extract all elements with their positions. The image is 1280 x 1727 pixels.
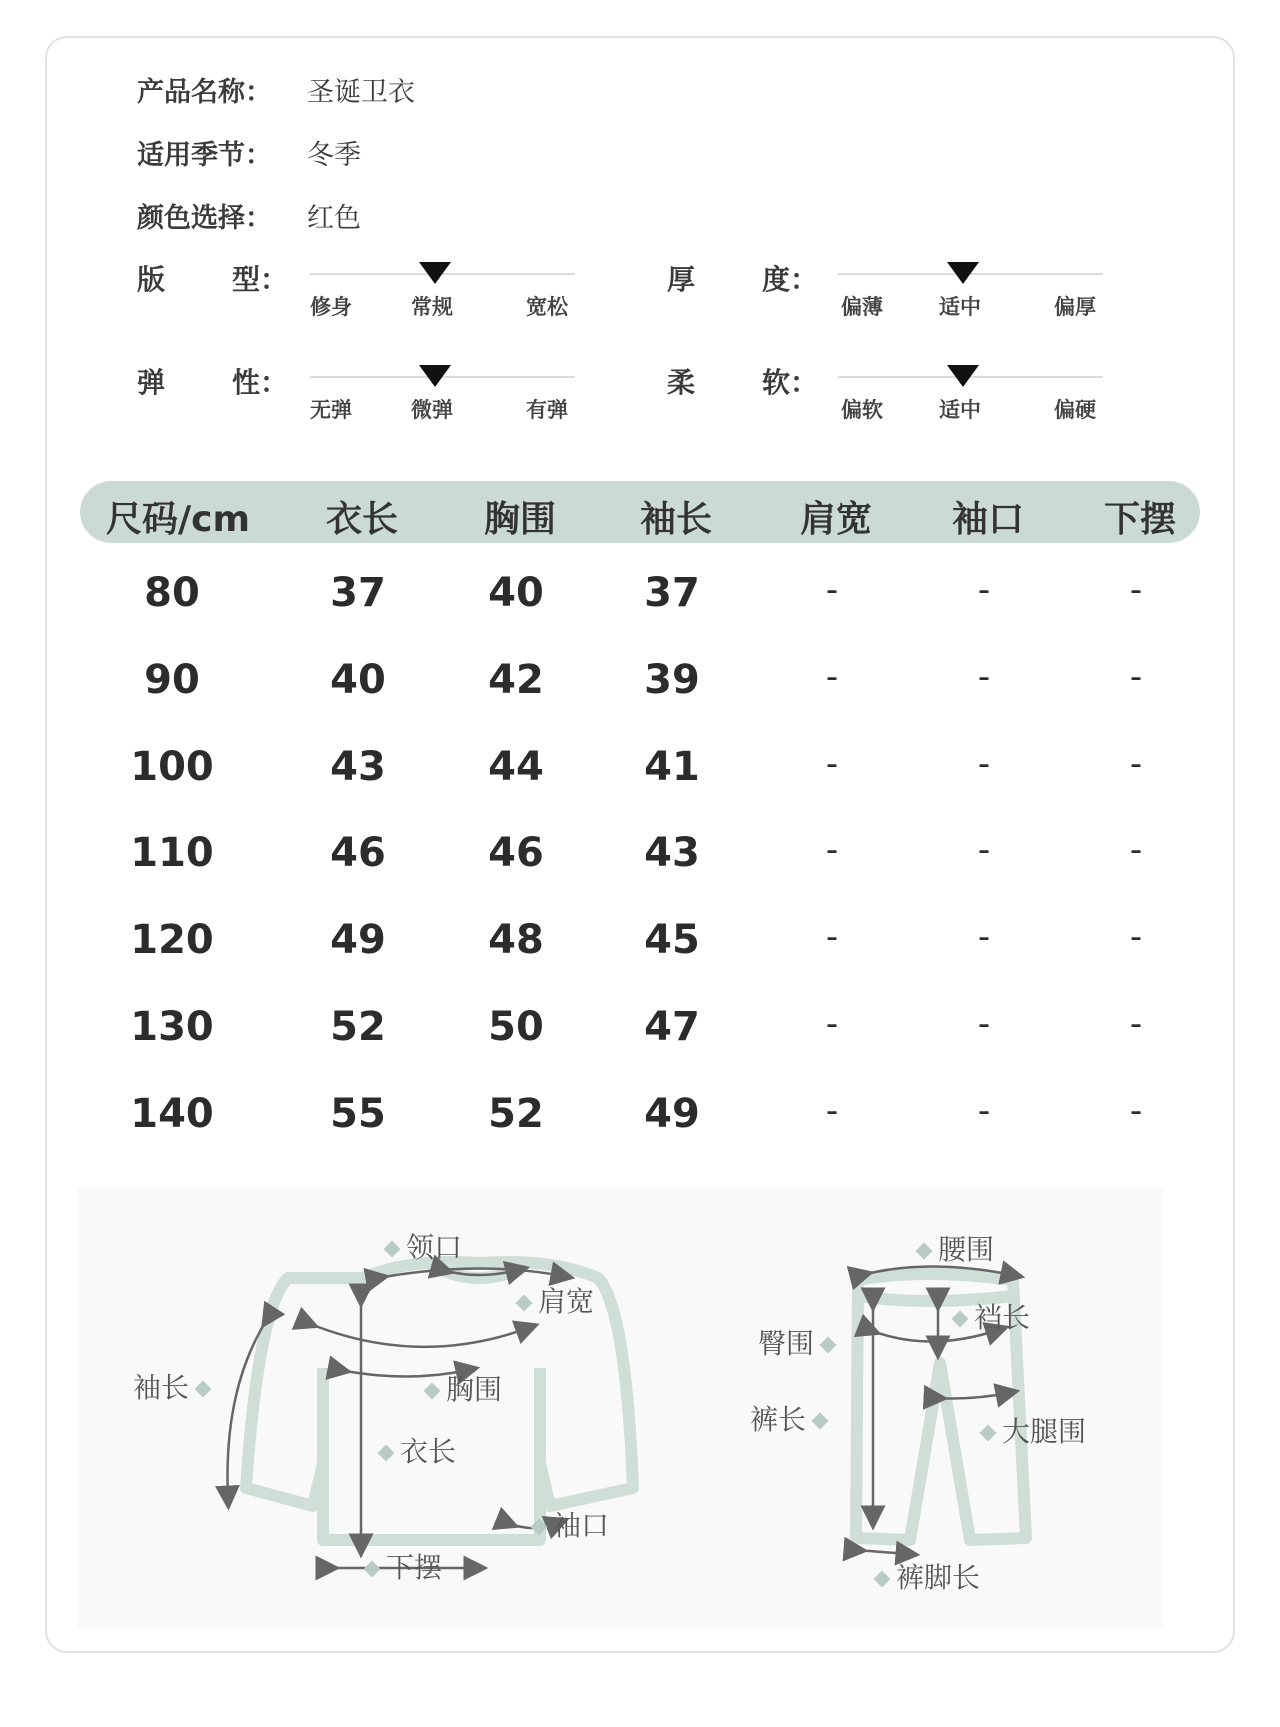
hip-label [758,1322,842,1362]
size-table-cell: 40 [488,570,544,616]
thickness-option: 偏薄 [841,295,883,319]
pants-length-label [750,1398,834,1438]
diamond-icon [195,1381,212,1398]
size-table-cell: 52 [488,1091,544,1137]
size-table-cell: - [977,917,991,957]
elasticity-option: 无弹 [310,398,352,422]
leg-opening-text: 裤脚长 [896,1561,981,1594]
size-table-cell: 55 [330,1091,386,1137]
size-table-cell: 37 [330,570,386,616]
softness-option: 适中 [939,398,981,422]
sleeve-label [133,1366,217,1406]
hem-text: 下摆 [386,1551,443,1584]
fit-option: 常规 [411,295,453,319]
size-table-cell: 45 [644,917,700,963]
size-table-cell: 49 [330,917,386,963]
fit-marker-icon [419,262,451,284]
size-row-label: 110 [130,830,214,876]
size-table-cell: 52 [330,1004,386,1050]
thigh-text: 大腿围 [1002,1415,1087,1448]
size-table-header-cell: 下摆 [1103,499,1177,540]
size-table-cell: - [825,1004,839,1044]
size-table-cell: - [825,744,839,784]
size-table-cell: 39 [644,657,700,703]
cuff-text: 袖口 [553,1509,610,1542]
diamond-icon [874,1571,891,1588]
size-table-cell: - [977,1091,991,1131]
waist-label [910,1228,994,1268]
size-row-label: 100 [130,744,214,790]
size-table-header-cell: 肩宽 [799,499,873,540]
season-label: 适用季节： [137,140,272,171]
collar-text: 领口 [406,1231,463,1264]
fit-option: 修身 [310,295,352,319]
size-table-cell: 41 [644,744,700,790]
size-row-label: 120 [130,917,214,963]
product-name-value: 圣诞卫衣 [307,77,415,108]
size-table-header-cell: 衣长 [325,499,399,540]
thickness-option: 适中 [939,295,981,319]
thickness-marker-icon [947,262,979,284]
thigh-label [974,1410,1086,1450]
size-table-cell: 40 [330,657,386,703]
size-table-cell: 47 [644,1004,700,1050]
elasticity-label-a: 弹 [137,366,166,399]
size-table-cell: - [825,830,839,870]
size-table-cell: - [1129,1091,1143,1131]
elasticity-option: 有弹 [526,398,568,422]
product-name-row [137,70,415,109]
garment-illustration [78,1188,1163,1628]
length-text: 衣长 [400,1435,457,1468]
softness-marker-icon [947,365,979,387]
size-table-cell: - [1129,917,1143,957]
diamond-icon [812,1413,829,1430]
diamond-icon [384,1241,401,1258]
size-table-cell: - [1129,830,1143,870]
thickness-scale [838,255,1103,325]
diamond-icon [424,1383,441,1400]
size-table-cell: 43 [330,744,386,790]
collar-label [378,1226,462,1266]
size-table-cell: - [977,1004,991,1044]
length-label [372,1430,456,1470]
size-row-label: 130 [130,1004,214,1050]
size-table-cell: - [825,570,839,610]
fit-scale [310,255,575,325]
size-table-header-cell: 尺码/cm [105,499,251,540]
season-value: 冬季 [307,140,361,171]
size-table-cell: 42 [488,657,544,703]
season-row [137,133,361,172]
diamond-icon [378,1445,395,1462]
size-table-cell: - [977,657,991,697]
diamond-icon [820,1337,837,1354]
size-row-label: 90 [144,657,200,703]
size-table-header-cell: 袖长 [639,499,713,540]
thickness-label-a: 厚 [667,263,696,296]
hip-text: 臀围 [758,1327,815,1360]
diamond-icon [980,1425,997,1442]
softness-scale [838,358,1103,428]
size-table-cell: 37 [644,570,700,616]
softness-option: 偏硬 [1054,398,1096,422]
pants-length-text: 裤长 [750,1403,807,1436]
product-name-label: 产品名称： [137,77,272,108]
color-label: 颜色选择： [137,203,272,234]
size-table-cell: - [977,830,991,870]
sleeve-text: 袖长 [133,1371,190,1404]
size-table-cell: - [825,657,839,697]
size-table-header-cell: 胸围 [483,499,557,540]
softness-option: 偏软 [841,398,883,422]
size-row-label: 140 [130,1091,214,1137]
fit-label-a: 版 [137,263,166,296]
size-row-label: 80 [144,570,200,616]
fit-label-b: 型： [232,263,289,296]
size-table-cell: - [977,570,991,610]
size-table-cell: - [825,917,839,957]
diamond-icon [516,1295,533,1312]
elasticity-marker-icon [419,365,451,387]
size-table-cell: - [1129,657,1143,697]
hem-label [358,1546,442,1586]
size-table-cell: - [1129,570,1143,610]
size-table-cell: - [1129,1004,1143,1044]
cuff-label [525,1504,609,1544]
color-value: 红色 [307,203,361,234]
chest-text: 胸围 [446,1373,503,1406]
thickness-option: 偏厚 [1054,295,1096,319]
shoulder-text: 肩宽 [538,1285,595,1318]
waist-text: 腰围 [938,1233,995,1266]
rise-label [946,1296,1030,1336]
fit-option: 宽松 [526,295,568,319]
size-table-cell: 43 [644,830,700,876]
elasticity-label-b: 性： [232,366,289,399]
size-table-cell: 50 [488,1004,544,1050]
softness-label-b: 软： [762,366,819,399]
size-table-cell: 48 [488,917,544,963]
size-table-cell: 49 [644,1091,700,1137]
diamond-icon [531,1519,548,1536]
measurement-diagram [78,1188,1163,1628]
chest-label [418,1368,502,1408]
size-table-cell: - [1129,744,1143,784]
softness-label-a: 柔 [667,366,696,399]
size-table-cell: - [977,744,991,784]
elasticity-option: 微弹 [411,398,453,422]
size-table-cell: 46 [330,830,386,876]
elasticity-scale [310,358,575,428]
rise-text: 裆长 [974,1301,1031,1334]
size-table-cell: 46 [488,830,544,876]
diamond-icon [916,1243,933,1260]
size-table-cell: 44 [488,744,544,790]
shoulder-label [510,1280,594,1320]
thickness-label-b: 度： [762,263,819,296]
leg-opening-label [868,1556,980,1596]
size-table-cell: - [825,1091,839,1131]
size-table-header-cell: 袖口 [951,499,1025,540]
color-row [137,196,361,235]
diamond-icon [952,1311,969,1328]
diamond-icon [364,1561,381,1578]
